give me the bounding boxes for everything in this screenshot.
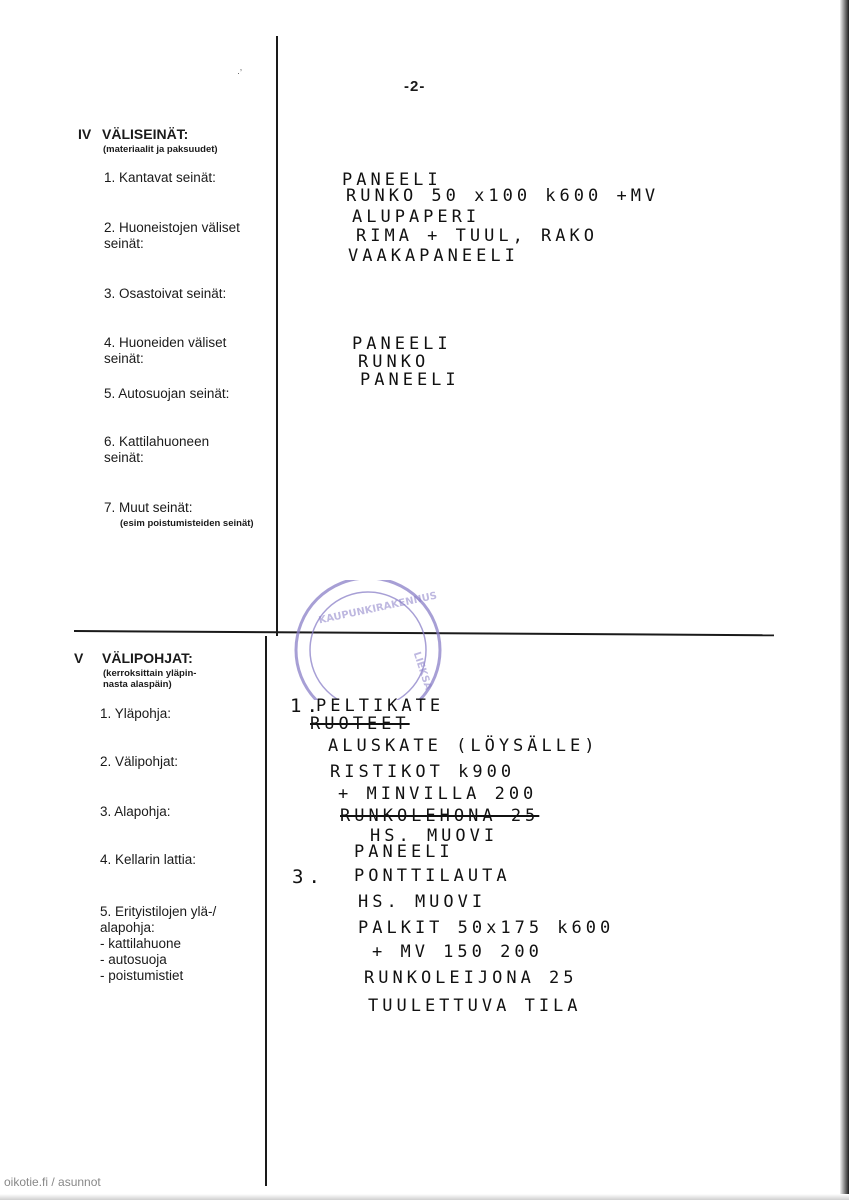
scan-mark: ·ʼ — [237, 68, 242, 78]
handwriting-line: PONTTILAUTA — [354, 866, 511, 886]
floor-item-5: 5. Erityistilojen ylä-/ alapohja: - kattilahuone - autosuoja - poistumistiet — [100, 904, 217, 983]
floor-item-2: 2. Välipohjat: — [100, 754, 179, 769]
wall-item-6: 6. Kattilahuoneen seinät: — [104, 434, 210, 465]
handwriting-line: ALUSKATE (LÖYSÄLLE) — [328, 736, 599, 756]
handwriting-line: PALKIT 50x175 k600 — [358, 918, 615, 938]
scan-edge-bottom — [0, 1194, 849, 1200]
wall-item-7: 7. Muut seinät: — [104, 500, 193, 515]
handwriting-line: RISTIKOT k900 — [330, 762, 516, 782]
floor-item-3: 3. Alapohja: — [100, 804, 171, 819]
handwriting-line: HS. MUOVI — [370, 826, 499, 846]
handwriting-line: RUNKOLEIJONA 25 — [364, 968, 578, 988]
stamp-seal — [288, 580, 448, 705]
handwriting-line: RUNKO 50 x100 k600 +MV — [346, 186, 660, 206]
handwriting-line: RUOTEET — [310, 714, 410, 734]
handwriting-line: + MINVILLA 200 — [338, 784, 538, 804]
handwriting-line: PANEELI — [342, 170, 442, 190]
handwriting-line: RIMA + TUUL, RAKO — [356, 226, 598, 246]
handwriting-line: PANEELI — [354, 842, 454, 862]
floor-item-1: 1. Yläpohja: — [100, 706, 172, 721]
wall-item-2: 2. Huoneistojen väliset seinät: — [104, 220, 240, 251]
column-divider-upper — [276, 36, 278, 636]
svg-text:LIEKSA: LIEKSA — [410, 650, 434, 692]
handwriting-line: PELTIKATE — [316, 696, 445, 716]
section-v-note: (kerroksittain yläpin- nasta alaspäin) — [103, 668, 197, 690]
wall-item-4: 4. Huoneiden väliset seinät: — [104, 335, 227, 366]
svg-text:KAUPUNKIRAKENNUS: KAUPUNKIRAKENNUS — [317, 590, 439, 627]
source-footer: oikotie.fi / asunnot — [4, 1175, 101, 1189]
page-number: -2- — [404, 78, 426, 95]
section-iv-number: IV — [78, 126, 92, 142]
handwriting-line: RUNKO — [358, 352, 430, 372]
wall-item-5: 5. Autosuojan seinät: — [104, 386, 230, 401]
stamp-seal-icon — [288, 580, 448, 700]
section-iv-title: VÄLISEINÄT: — [102, 126, 189, 142]
handwriting-line: PANEELI — [352, 334, 452, 354]
handwriting-line: TUULETTUVA TILA — [368, 996, 582, 1016]
wall-item-7-note: (esim poistumisteiden seinät) — [120, 518, 254, 529]
handwriting-marker: 3. — [292, 866, 325, 888]
floor-item-4: 4. Kellarin lattia: — [100, 852, 197, 867]
scan-edge-right — [840, 0, 849, 1200]
section-v-title: VÄLIPOHJAT: — [102, 650, 193, 666]
column-divider-lower — [265, 636, 267, 1186]
handwriting-marker: 1. — [290, 695, 323, 717]
wall-item-3: 3. Osastoivat seinät: — [104, 286, 227, 301]
handwriting-line: PANEELI — [360, 370, 460, 390]
wall-item-1: 1. Kantavat seinät: — [104, 170, 216, 185]
section-v-number: V — [74, 650, 84, 666]
handwriting-line: + MV 150 200 — [372, 942, 543, 962]
handwriting-line: VAAKAPANEELI — [348, 246, 519, 266]
handwriting-line: RUNKOLEHONA 25 — [340, 806, 540, 826]
handwriting-line: HS. MUOVI — [358, 892, 487, 912]
handwriting-line: ALUPAPERI — [352, 207, 481, 227]
section-iv-note: (materiaalit ja paksuudet) — [103, 144, 218, 155]
